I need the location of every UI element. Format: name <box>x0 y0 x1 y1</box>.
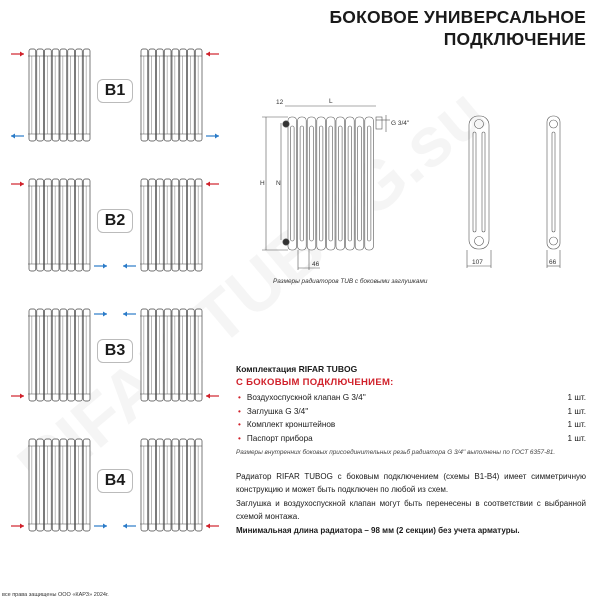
return-arrow-icon <box>206 134 219 139</box>
dim-66-label: 66 <box>549 259 557 266</box>
kit-heading: Комплектация RIFAR TUBOG <box>236 364 358 374</box>
list-item <box>236 405 586 419</box>
item-name: • Паспорт прибора <box>236 434 313 443</box>
radiator-right <box>140 179 202 271</box>
radiator-right <box>140 309 202 401</box>
scheme-label: B2 <box>97 209 133 233</box>
scheme-label: B1 <box>97 79 133 103</box>
page-title <box>329 6 586 50</box>
kit-subheading: С БОКОВЫМ ПОДКЛЮЧЕНИЕМ: <box>236 377 394 388</box>
drawing-caption: Размеры радиаторов TUB с боковыми заглушками <box>273 278 428 285</box>
scheme-b4 <box>0 436 240 546</box>
return-arrow-icon <box>123 264 136 269</box>
return-arrow-icon <box>94 264 107 269</box>
item-qty: 1 шт. <box>567 420 586 430</box>
scheme-b3 <box>0 306 240 416</box>
dimension-drawing <box>240 90 600 280</box>
dim-l-label: L <box>329 98 333 105</box>
dim-h-label: H <box>260 180 265 187</box>
radiator-left <box>28 309 90 401</box>
dim-12-label: 12 <box>276 99 284 106</box>
list-item <box>236 418 586 432</box>
supply-arrow-icon <box>206 524 219 529</box>
list-item <box>236 432 586 446</box>
supply-arrow-icon <box>11 394 24 399</box>
supply-arrow-icon <box>11 52 24 57</box>
dim-n-label: N <box>276 180 281 187</box>
title-line-2: ПОДКЛЮЧЕНИЕ <box>443 29 586 49</box>
item-name: • Заглушка G 3/4'' <box>236 407 308 416</box>
scheme-b1 <box>0 46 240 156</box>
scheme-b2 <box>0 176 240 286</box>
return-arrow-icon <box>123 312 136 317</box>
scheme-label: B4 <box>97 469 133 493</box>
return-arrow-icon <box>94 312 107 317</box>
return-arrow-icon <box>123 524 136 529</box>
item-name: • Комплект кронштейнов <box>236 420 335 429</box>
supply-arrow-icon <box>11 524 24 529</box>
description-p3: Минимальная длина радиатора – 98 мм (2 секции) без учета арматуры. <box>236 525 520 535</box>
side-view-2-column <box>547 116 560 268</box>
radiator-left <box>28 439 90 531</box>
list-item <box>236 391 586 405</box>
item-qty: 1 шт. <box>567 393 586 403</box>
supply-arrow-icon <box>11 182 24 187</box>
front-view-radiator <box>283 117 382 250</box>
return-arrow-icon <box>94 524 107 529</box>
return-arrow-icon <box>11 134 24 139</box>
supply-arrow-icon <box>206 394 219 399</box>
side-view-3-column <box>467 116 491 268</box>
dim-46-label: 46 <box>312 261 320 268</box>
kit-list <box>236 391 586 445</box>
radiator-left <box>28 49 90 141</box>
supply-arrow-icon <box>206 52 219 57</box>
radiator-left <box>28 179 90 271</box>
item-qty: 1 шт. <box>567 433 586 443</box>
title-line-1: БОКОВОЕ УНИВЕРСАЛЬНОЕ <box>329 7 586 27</box>
radiator-right <box>140 439 202 531</box>
dim-107-label: 107 <box>472 259 483 266</box>
kit-note: Размеры внутренних боковых присоединительных резьб радиатора G 3/4'' выполнены по ГОСТ 6357-81. <box>236 449 556 456</box>
description-p1: Радиатор RIFAR TUBOG с боковым подключением (схемы B1-B4) имеет симметричную конструкцию и может быть подключен по любой из схем. <box>236 472 586 495</box>
scheme-label: B3 <box>97 339 133 363</box>
description-p2: Заглушка и воздухоспускной клапан могут быть перенесены в соответствии с выбранной схемой монтажа. <box>236 498 586 522</box>
item-qty: 1 шт. <box>567 406 586 416</box>
supply-arrow-icon <box>206 182 219 187</box>
thread-label: G 3/4'' <box>391 120 410 127</box>
radiator-right <box>140 49 202 141</box>
description <box>236 470 586 537</box>
item-name: • Воздухоспускной клапан G 3/4'' <box>236 393 366 402</box>
kit-section <box>236 364 586 456</box>
copyright: все права защищены ООО «КАРЗ» 2024г. <box>2 592 109 598</box>
